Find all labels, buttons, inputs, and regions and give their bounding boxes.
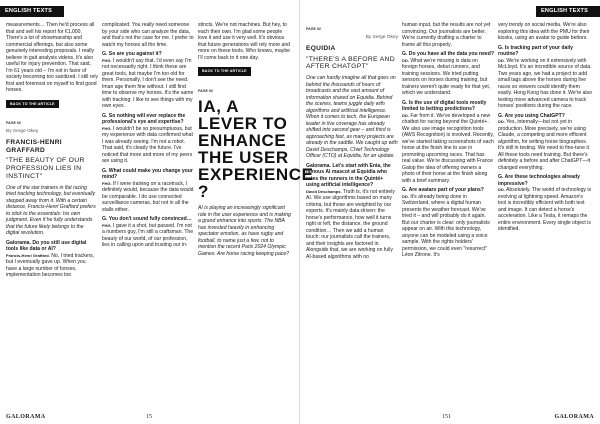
- body-paragraph: stincts. We're not machines. But hey, to each their own. I'm glad some people love it and use it very well. It's obvious that future generations will rely more and more on these tools. Who knows, maybe I'll come back to it one day.: [198, 22, 291, 61]
- body-paragraph: complicated. You really need someone by your side who can analyze the data, and that's not the case for me. I prefer to watch my horses all the time.: [102, 22, 194, 48]
- speaker-label: FHG.: [102, 180, 112, 186]
- speaker-label: FHG.: [102, 57, 112, 63]
- feature-headline: IA, A LEVER TO ENHANCE THE USER EXPERIENCE ?: [198, 97, 314, 201]
- article-headline: "THE BEAUTY OF OUR PROFESSION LIES IN INSTINCT": [6, 157, 85, 180]
- speaker-label: DD.: [402, 193, 409, 199]
- answer: Truth is, it's not entirely AI. We use algorithms based on many criteria, but those are weighted by our experts. It's mainly data-driven: the horse's performance, how well it turns right or left, the distance, the ground condition… Then we add a human touch: our journalists call the trainers, and their insights are factored in. Alongside that, we are working on fully AI-based algorithms with no: [306, 188, 395, 260]
- question: G. Are avatars part of your plans?: [402, 187, 484, 193]
- section-tab-left: ENGLISH TEXTS: [0, 6, 64, 17]
- page-reference: PAGE 92: [198, 88, 213, 93]
- question: G. Are you using ChatGPT?: [498, 112, 565, 119]
- answer: I wouldn't say that. I'd even say I'm not necessarily right. I think these are great tools, but maybe I'm too old for them. Personally, I don't see the need. Iman age them fine without. I still find time to observe my horses. It's the same with tracking: I like to see things with my own eyes.: [102, 57, 194, 109]
- answer: I wouldn't be so presumptuous, but my experience with data confirmed what I was already seeing. I'm not a robot. That said, it's clearly the future. I've noticed that more and more of my peers are using it.: [102, 125, 193, 164]
- answer: No, I tried trackers, but I eventually gave up. When you have a large number of horses, implementation becomes too: [6, 252, 95, 279]
- answer: I gave it a shot, but passed. I'm not a numbers guy, I'm still a craftsman. The beauty of our world, of our profession, lies in calling upon and trusting our in-: [102, 222, 194, 248]
- question: G. Is tracking part of your daily routine?: [498, 44, 574, 57]
- question: G. So nothing will ever replace the professional's eye and expertise?: [102, 112, 186, 125]
- speaker-label: DD.: [498, 57, 505, 63]
- answer: We're working on it extensively with McLloyd. It's an incredible source of data. Two years ago, we had a project to add small tags above the horses during live races so viewers could identify them easily. Hong Kong has done it. We're also testing more advanced camera to track horses' positions during the race.: [498, 57, 592, 109]
- article-lead: One can hardly imagine all that goes on behind the thousands of hours of broadcasts and the vast amount of information shared on Equidia. Behind the scenes, teams juggle daily with algorithms and artificial intelligence. When it comes to tech, the European leader in live coverage has already shifted into second gear – and third is approaching fast, as many projects are already in the saddle. We caught up with David Deschamps, Chief Technology Officer (CTO) at Equidia, for an update.: [306, 75, 398, 160]
- article-lead: AI is playing an increasingly significant role in the user experience and is making a grand entrance into sports. The NBA has invested heavily in enhancing spectator emotion, as have rugby and football, to name just a few, not to mention the recent Paris 2024 Olympic Games. Are horse racing keeping pace?: [198, 205, 291, 257]
- speaker-label: FHG.: [102, 125, 112, 131]
- speaker-label: DD.: [402, 112, 409, 118]
- question: G. So are you against it?: [102, 51, 162, 57]
- back-to-article-button[interactable]: BACK TO THE ARTICLE: [6, 100, 59, 109]
- question: G. Is the use of digital tools mostly limited to betting predictions?: [402, 99, 487, 112]
- page-number: 15: [146, 414, 152, 420]
- speaker-label: DD.: [498, 119, 505, 124]
- answer: Far from it. We've developed a new chatbot for racing beyond the Quinté+. We also use image recognition tools (AWS Recognition) is involved. Recently, we've started taking screenshots of each horse at the finish line to use in promoting upcoming races. That has real value. We're discussing with France Galop the idea of offering owners a photo of their horse at the finish along with a brief summary.: [402, 112, 495, 184]
- page-number: 151: [442, 414, 451, 420]
- question: G. What could make you change your mind?: [102, 167, 193, 180]
- article-headline: "THERE'S A BEFORE AND AFTER CHATGPT": [306, 55, 395, 71]
- column-1: [6, 22, 98, 402]
- page-reference: PAGE 60: [6, 121, 21, 125]
- back-to-article-button[interactable]: BACK TO THE ARTICLE: [198, 67, 251, 76]
- speaker-label: David Deschamps.: [306, 188, 342, 194]
- page-reference: PAGE 92: [306, 27, 321, 31]
- question: G. You don't sound fully convinced…: [102, 216, 192, 222]
- column-4: [306, 22, 398, 402]
- body-paragraph: very trendy on social media. We're also exploring this idea with the PMU for their kiosks, using an avatar to guide bettors.: [498, 22, 590, 41]
- answer: It's already being done in Switzerland, where a digital human presents the weather forecast. We've tried it – and will probably do it again. But our charter is clear: only journalists appear on air. With this technology, anyone can be modeled using a voice sample. With the rights holders' permission, we could even "resurrect" Léon Zitrone. It's: [402, 193, 490, 258]
- speaker-label: DD.: [402, 57, 409, 63]
- section-tab-right: ENGLISH TEXTS: [536, 6, 600, 17]
- interviewee-name: EQUIDIA: [306, 45, 336, 52]
- column-3: [198, 22, 314, 402]
- byline: By Serge Okey: [6, 128, 39, 134]
- speaker-label: Francis-Henri Graffard.: [6, 252, 50, 258]
- byline: By Serge Okey: [365, 34, 398, 40]
- right-page: [300, 0, 600, 424]
- body-paragraph: measurements… Then he'd process all that and sell his report for €1,000. There's a lot of showmanship and commercial offerings, but also some genuinely interesting proposals. I really believe in gait analysis videos. It's also useful for injury prevention. That said, I'm 61 years old – I'm not in favor of society becoming too sanitized. I still rely first and foremost on myself to find good horses.: [6, 22, 99, 93]
- question: G. Are these technologies already impressive?: [498, 174, 580, 187]
- answer: Yes, internally—but not yet in production. More precisely, we're using Claude, a competing and more efficient algorithm, for writing horse biographies. It's still in testing. We need to fine-tune it. All these tools need training. But there's definitely a before and after ChatGPT—it changed everything.: [498, 119, 591, 171]
- answer: Absolutely. The world of technology is evolving at lightning speed. Amazon's tool is incredibly efficient with both text and image. It can detect a horse's acceleration. Like a Tesla, it remaps the entire environment. Every single object is identified.: [498, 187, 592, 232]
- answer: If I were training on a racetrack, I definitely would, because the data would be comparable. I do use connected surveillance cameras, but not in all the stalls either.: [102, 180, 194, 213]
- interviewee-name: FRANCIS-HENRI GRAFFARD: [6, 139, 62, 154]
- column-2: [102, 22, 194, 402]
- speaker-label: DD.: [498, 187, 505, 192]
- speaker-label: FHG.: [102, 222, 112, 228]
- question: G. Do you have all the data you need?: [402, 51, 494, 57]
- magazine-logo: GALORAMA: [6, 414, 46, 420]
- question: Galorama. Let's start with Enia, the famous AI mascot at Equidia who rates the runners in the Quinté+ using artificial intelligence?: [306, 162, 391, 189]
- magazine-logo: GALORAMA: [554, 414, 594, 420]
- article-lead: One of the star trainers in flat racing tried tracking technology, but eventually stepped away from it. With a certain distance, Francis-Henri Graffard prefers to stick to the essentials: his own judgment. Even if he fully understands that the future likely belongs to the digital revolution.: [6, 184, 96, 237]
- body-paragraph: human input, but the results are not yet convincing. Our journalists are better. We're currently drafting a charter to frame all this properly.: [402, 22, 491, 48]
- question: Galorama. Do you still use digital tools like data or AI?: [6, 239, 87, 253]
- column-6: [498, 22, 592, 402]
- column-5: [402, 22, 494, 402]
- answer: What we're missing is data on foreign horses, debut runners, and training sessions. We tried putting sensors on horses during training, but trainers weren't quite ready for that yet, which we understand.: [402, 57, 491, 96]
